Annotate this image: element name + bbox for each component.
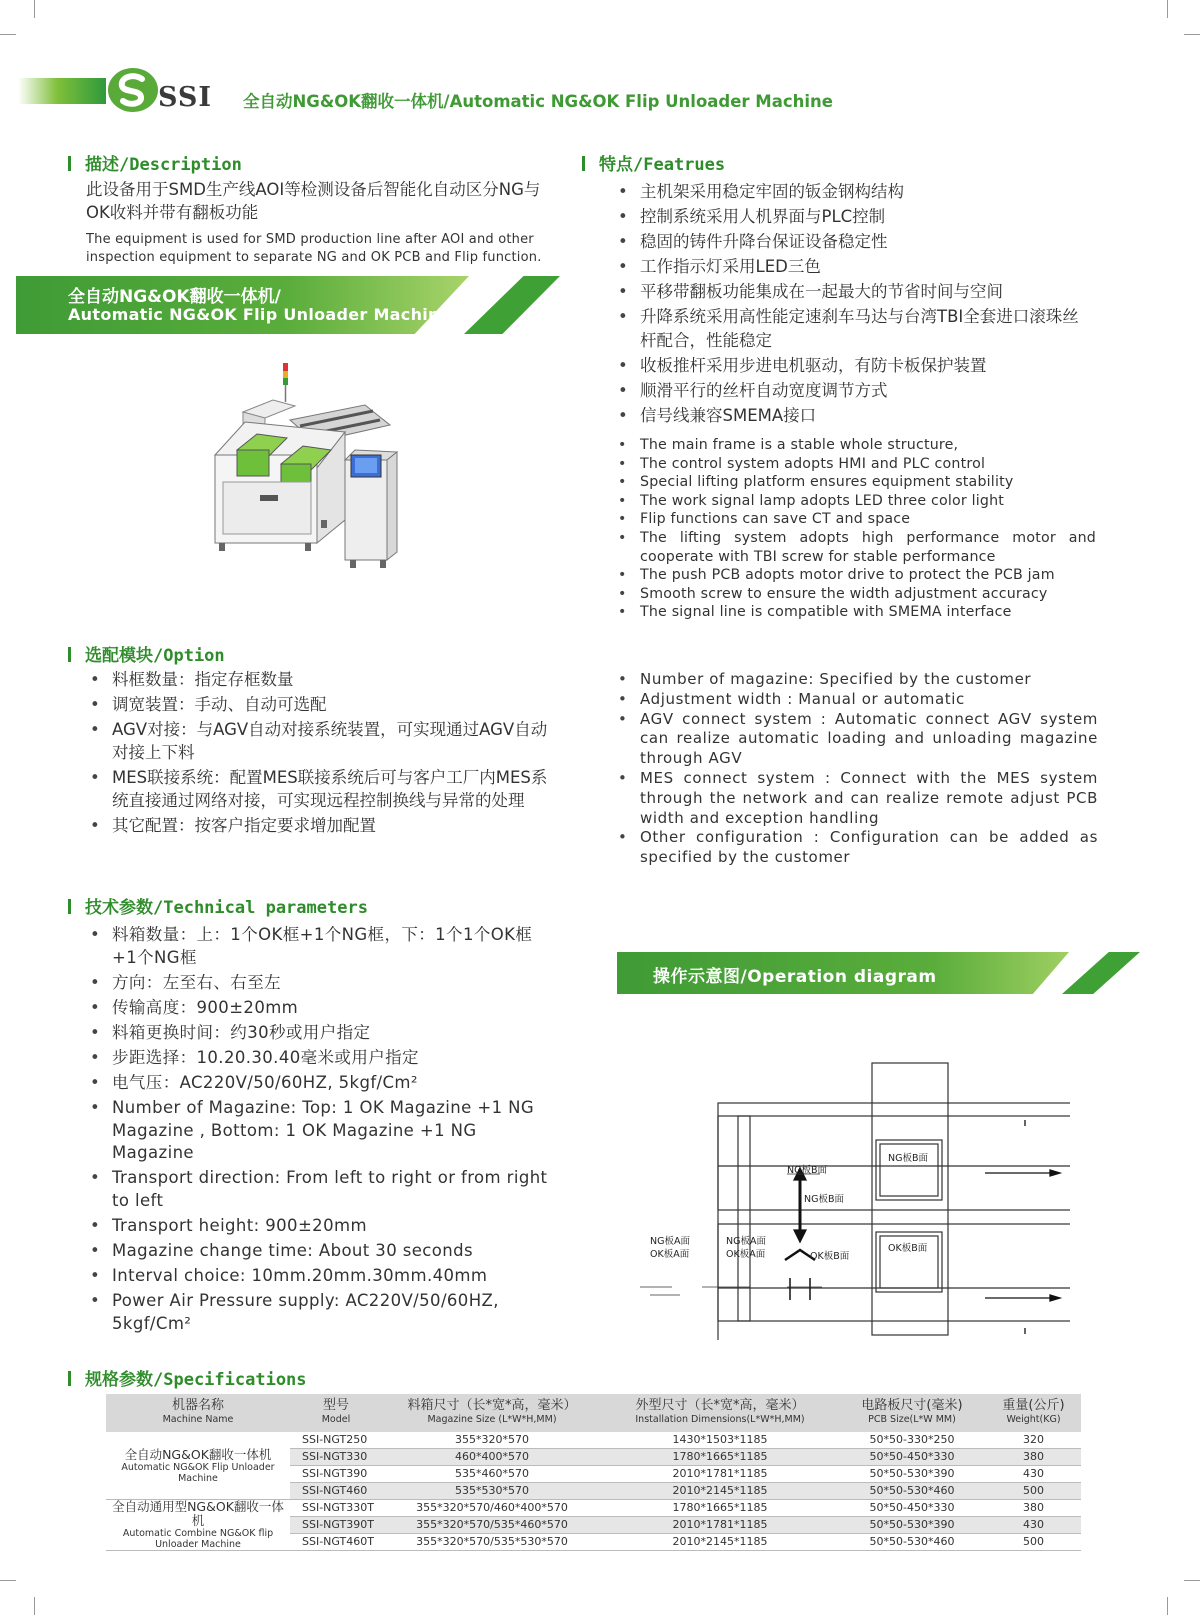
table-cell: SSI-NGT460T [290,1534,382,1551]
list-item: • Number of magazine: Specified by the customer [614,670,1098,690]
heading-cn: 特点 [599,155,633,175]
table-cell: 50*50-530*390 [838,1517,986,1534]
table-cell: 1780*1665*1185 [602,1500,838,1517]
crop-mark [1184,34,1200,35]
list-item: • 其它配置：按客户指定要求增加配置 [86,814,556,837]
logo-text: SSI [158,82,213,113]
diagram-label: NG板B面 [804,1194,844,1205]
table-cell: 320 [986,1432,1081,1449]
list-item: • The push PCB adopts motor drive to protect the PCB jam [614,566,1096,585]
heading-cn: 选配模块 [85,646,153,666]
heading-marker [68,156,71,171]
option-heading [68,641,225,666]
table-header-cell: 外型尺寸（长*宽*高，毫米） Installation Dimensions(L*W*H,MM) [602,1394,838,1432]
list-item: • The main frame is a stable whole structure, [614,436,1096,455]
specifications-heading [68,1365,307,1390]
list-item: • 工作指示灯采用LED三色 [614,255,1084,279]
list-item: • 方向：左至右、右至左 [86,972,556,995]
table-header-cell: 电路板尺寸(毫米) PCB Size(L*W MM) [838,1394,986,1432]
list-item: • 料箱数量：上：1个OK框+1个NG框，下：1个1个OK框+1个NG框 [86,924,556,969]
crop-mark [0,1580,16,1581]
table-cell: SSI-NGT250 [290,1432,382,1449]
list-item: • Power Air Pressure supply: AC220V/50/60HZ, 5kgf/Cm² [86,1290,556,1335]
table-cell: 2010*1781*1185 [602,1517,838,1534]
table-cell: 50*50-450*330 [838,1449,986,1466]
table-cell: SSI-NGT330 [290,1449,382,1466]
list-item: • The lifting system adopts high performance motor and cooperate with TBI screw for stable performance [614,529,1096,566]
crop-mark [1167,0,1168,18]
machine-illustration [205,360,417,610]
table-header-cell: 型号 Model [290,1394,382,1432]
description-heading [68,150,242,175]
list-item: • Smooth screw to ensure the width adjustment accuracy [614,585,1096,604]
table-cell: 380 [986,1500,1081,1517]
list-item: • 顺滑平行的丝杆自动宽度调节方式 [614,379,1084,403]
diagram-label: OK板B面 [810,1251,850,1262]
table-cell: 460*400*570 [382,1449,602,1466]
list-item: • 调宽装置：手动、自动可选配 [86,693,556,716]
list-item: • 控制系统采用人机界面与PLC控制 [614,205,1084,229]
heading-cn: 技术参数 [85,898,153,918]
table-header-row [106,1394,1081,1432]
machine-name-cell: 全自动通用型NG&OK翻收一体机 Automatic Combine NG&OK flip Unloader Machine [106,1500,290,1551]
list-item: • MES联接系统：配置MES联接系统后可与客户工厂内MES系统直接通过网络对接，可实现远程控制换线与异常的处理 [86,766,556,812]
table-cell: 535*530*570 [382,1483,602,1500]
crop-mark [0,34,16,35]
list-item: • 平移带翻板功能集成在一起最大的节省时间与空间 [614,280,1084,304]
heading-cn: 规格参数 [85,1370,153,1390]
diagram-label: NG板A面 [650,1236,690,1247]
crop-mark [34,1597,35,1615]
list-item: • 升降系统采用高性能定速刹车马达与台湾TBI全套进口滚珠丝杆配合，性能稳定 [614,305,1084,353]
heading-marker [68,1371,71,1386]
technical-heading [68,893,368,918]
description-text-cn: 此设备用于SMD生产线AOI等检测设备后智能化自动区分NG与OK收料并带有翻板功能 [86,180,541,222]
list-item: • AGV connect system : Automatic connect AGV system can realize automatic loading and unloading magazine through AGV [614,710,1098,769]
operation-diagram [640,1060,1070,1340]
table-header-cell: 重量(公斤) Weight(KG) [986,1394,1081,1432]
list-item: • 稳固的铸件升降台保证设备稳定性 [614,230,1084,254]
table-row [106,1432,1081,1449]
table-cell: 2010*2145*1185 [602,1534,838,1551]
crop-mark [1184,1580,1200,1581]
diagram-label: NG板B面 [888,1153,928,1164]
diagram-label: OK板B面 [888,1243,928,1254]
heading-marker [582,156,585,171]
list-item: • Magazine change time: About 30 seconds [86,1240,556,1263]
heading-marker [68,899,71,914]
diagram-label: NG板A面 [726,1236,766,1247]
table-cell: 50*50-530*460 [838,1483,986,1500]
banner-line1: 全自动NG&OK翻收一体机/ [68,287,281,307]
table-cell: SSI-NGT390 [290,1466,382,1483]
list-item: • 料框数量：指定存框数量 [86,668,556,691]
table-cell: 50*50-530*460 [838,1534,986,1551]
table-cell: 500 [986,1534,1081,1551]
heading-cn: 描述 [85,155,119,175]
heading-en: /Description [119,155,242,175]
description-text-en: The equipment is used for SMD production line after AOI and other inspection equipment to separate NG and OK PCB and Flip function. [86,232,542,265]
table-cell: 430 [986,1517,1081,1534]
table-cell: 2010*1781*1185 [602,1466,838,1483]
table-cell: 50*50-330*250 [838,1432,986,1449]
option-list-cn [86,668,556,839]
table-cell: SSI-NGT390T [290,1517,382,1534]
table-header-cell: 料箱尺寸（长*宽*高，毫米） Magazine Size (L*W*H,MM) [382,1394,602,1432]
table-cell: 535*460*570 [382,1466,602,1483]
table-cell: 355*320*570/535*530*570 [382,1534,602,1551]
list-item: • The signal line is compatible with SMEMA interface [614,603,1096,622]
heading-en: /Technical parameters [153,898,368,918]
crop-mark [34,0,35,18]
list-item: • Special lifting platform ensures equipment stability [614,473,1096,492]
table-cell: 1430*1503*1185 [602,1432,838,1449]
list-item: • Interval choice: 10mm.20mm.30mm.40mm [86,1265,556,1288]
page-title: 全自动NG&OK翻收一体机/Automatic NG&OK Flip Unloader Machine [243,92,833,111]
list-item: • 传输高度：900±20mm [86,997,556,1020]
list-item: • 主机架采用稳定牢固的钣金钢构结构 [614,180,1084,204]
features-list-en [614,436,1096,622]
diagram-label: OK板A面 [726,1249,766,1260]
list-item: • Transport direction: From left to right or from right to left [86,1167,556,1212]
table-cell: 50*50-450*330 [838,1500,986,1517]
list-item: • 电气压：AC220V/50/60HZ, 5kgf/Cm² [86,1072,556,1095]
table-cell: SSI-NGT330T [290,1500,382,1517]
features-heading [582,150,725,175]
list-item: • 步距选择：10.20.30.40毫米或用户指定 [86,1047,556,1070]
table-row [106,1500,1081,1517]
table-cell: 50*50-530*390 [838,1466,986,1483]
list-item: • 料箱更换时间：约30秒或用户指定 [86,1022,556,1045]
list-item: • Number of Magazine: Top: 1 OK Magazine +1 NG Magazine , Bottom: 1 OK Magazine +1 NG Magazine [86,1097,556,1165]
table-cell: 430 [986,1466,1081,1483]
option-list-en [614,670,1098,868]
heading-en: /Featrues [633,155,726,175]
list-item: • 收板推杆采用步进电机驱动，有防卡板保护装置 [614,354,1084,378]
table-cell: 2010*2145*1185 [602,1483,838,1500]
banner-line2: Automatic NG&OK Flip Unloader Machine [68,305,451,324]
table-cell: SSI-NGT460 [290,1483,382,1500]
features-list-cn [614,180,1084,429]
heading-en: /Specifications [153,1370,307,1390]
ssi-logo-icon [106,66,160,114]
list-item: • MES connect system : Connect with the MES system through the network and can realize remote adjust PCB width and exception handling [614,769,1098,828]
table-cell: 355*320*570/460*400*570 [382,1500,602,1517]
list-item: • The control system adopts HMI and PLC control [614,455,1096,474]
machine-banner [16,276,576,334]
list-item: • The work signal lamp adopts LED three color light [614,492,1096,511]
operation-banner [617,952,1142,994]
diagram-label: OK板A面 [650,1249,690,1260]
list-item: • AGV对接：与AGV自动对接系统装置，可实现通过AGV自动对接上下料 [86,718,556,764]
list-item: • Flip functions can save CT and space [614,510,1096,529]
list-item: • Transport height: 900±20mm [86,1215,556,1238]
table-cell: 355*320*570/535*460*570 [382,1517,602,1534]
crop-mark [1167,1597,1168,1615]
table-cell: 380 [986,1449,1081,1466]
machine-name-cell: 全自动NG&OK翻收一体机 Automatic NG&OK Flip Unloader Machine [106,1432,290,1500]
operation-banner-text: 操作示意图/Operation diagram [653,967,937,987]
table-cell: 500 [986,1483,1081,1500]
diagram-label: NG板B面 [787,1165,827,1176]
header-gradient-bar [18,78,106,104]
list-item: • 信号线兼容SMEMA接口 [614,404,1084,428]
specifications-table [106,1394,1081,1551]
list-item: • Other configuration : Configuration can be added as specified by the customer [614,828,1098,868]
table-cell: 1780*1665*1185 [602,1449,838,1466]
table-cell: 355*320*570 [382,1432,602,1449]
technical-list [86,924,556,1338]
table-header-cell: 机器名称 Machine Name [106,1394,290,1432]
heading-en: /Option [153,646,225,666]
list-item: • Adjustment width : Manual or automatic [614,690,1098,710]
heading-marker [68,647,71,662]
